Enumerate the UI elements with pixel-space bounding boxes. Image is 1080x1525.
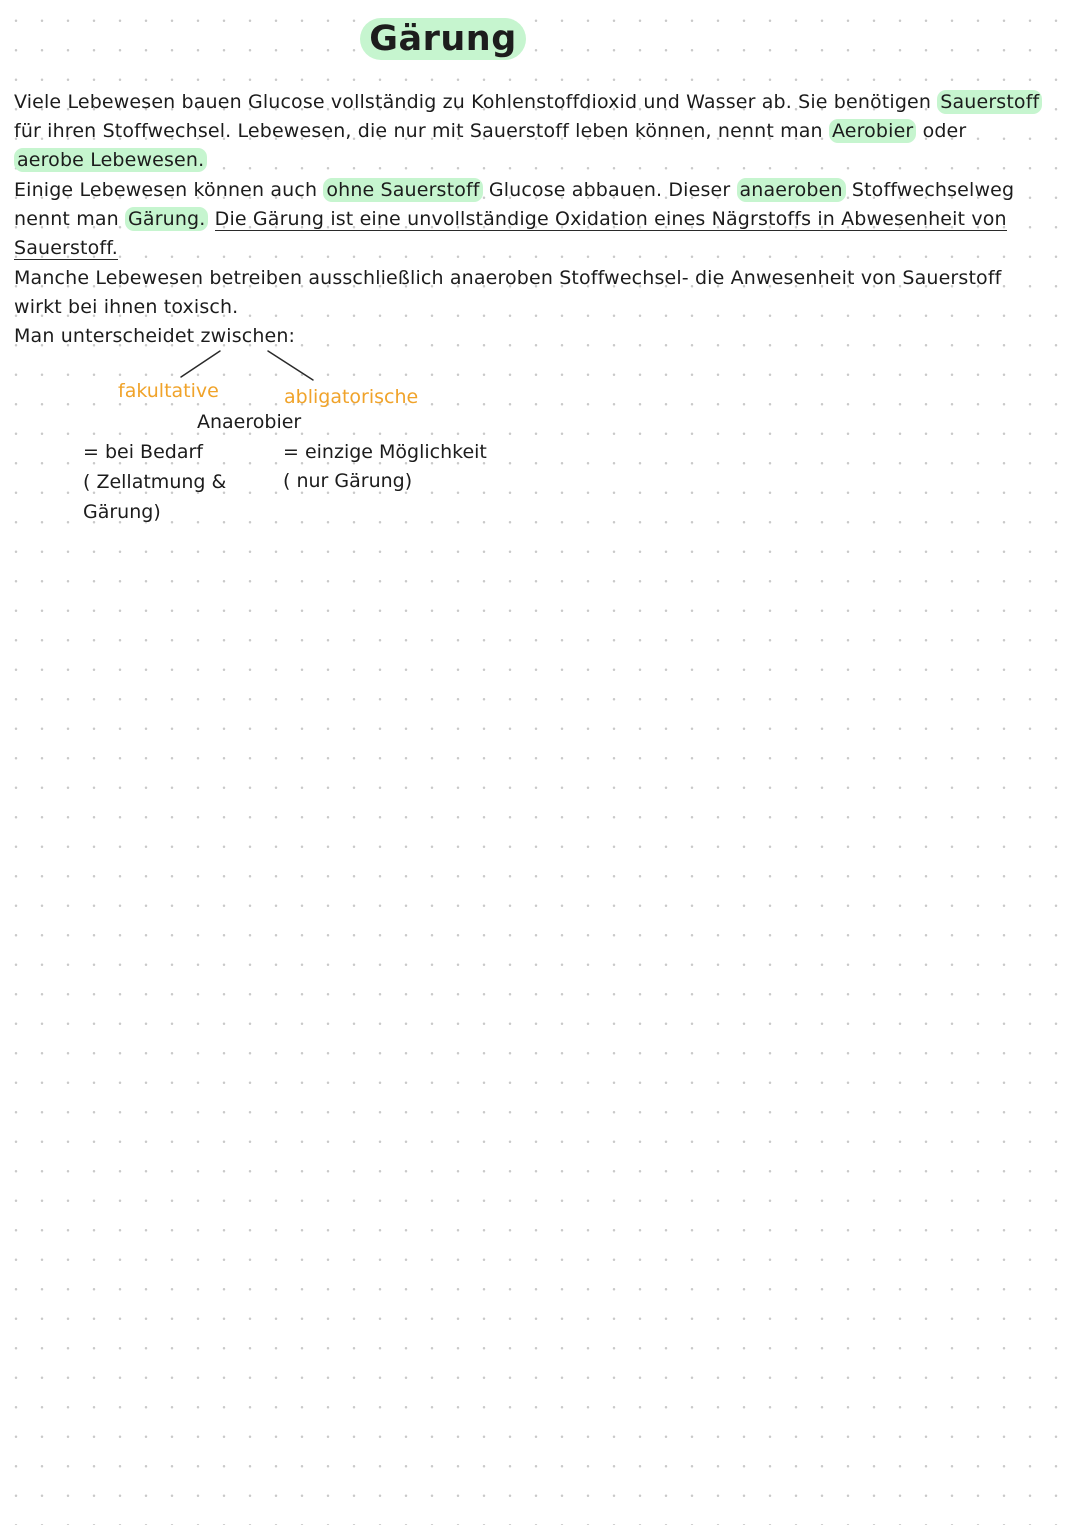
left-definition-3: Gärung) bbox=[83, 501, 161, 523]
left-definition-2: ( Zellatmung & bbox=[83, 471, 227, 493]
text-span: Stoffwechselweg bbox=[845, 179, 1015, 201]
text-span: nennt man bbox=[14, 208, 126, 230]
text-line-6 bbox=[14, 234, 118, 263]
text-line-8: wirkt bei ihnen toxisch. bbox=[14, 296, 239, 318]
underlined-definition-end: Sauerstoff. bbox=[14, 237, 118, 259]
text-line-4 bbox=[14, 176, 1014, 205]
left-definition-1: = bei Bedarf bbox=[83, 441, 203, 463]
right-branch-line bbox=[268, 351, 313, 380]
left-branch-line bbox=[181, 351, 220, 377]
text-span: Glucose abbauen. Dieser bbox=[482, 179, 737, 201]
text-span bbox=[208, 208, 214, 230]
text-line-3 bbox=[14, 146, 207, 175]
right-definition-2: ( nur Gärung) bbox=[283, 470, 413, 492]
underlined-definition: Die Gärung ist eine unvollständige Oxidation eines Nägrstoffs in Abwesenheit von bbox=[214, 208, 1007, 230]
page-title: Gärung bbox=[360, 18, 526, 60]
text-span: Viele Lebewesen bauen Glucose vollständig zu Kohlenstoffdioxid und Wasser ab. Sie benötigen bbox=[14, 91, 938, 113]
right-definition-1: = einzige Möglichkeit bbox=[283, 441, 487, 463]
text-line-2 bbox=[14, 117, 966, 146]
text-span: Einige Lebewesen können auch bbox=[14, 179, 324, 201]
text-line-7: Manche Lebewesen betreiben ausschließlich anaeroben Stoffwechsel- die Anwesenheit von Sauerstoff bbox=[14, 267, 1002, 289]
highlight-anaeroben: anaeroben bbox=[737, 178, 846, 202]
text-span: oder bbox=[916, 120, 967, 142]
highlight-gaerung: Gärung. bbox=[125, 207, 208, 231]
highlight-aerobe-lebewesen: aerobe Lebewesen. bbox=[14, 148, 207, 172]
label-fakultative: fakultative bbox=[118, 380, 219, 402]
text-line-1 bbox=[14, 88, 1042, 117]
label-abligatorische: abligatorische bbox=[284, 386, 419, 408]
text-line-5 bbox=[14, 205, 1007, 234]
label-anaerobier: Anaerobier bbox=[197, 411, 302, 433]
highlight-ohne-sauerstoff: ohne Sauerstoff bbox=[323, 178, 482, 202]
text-line-9: Man unterscheidet zwischen: bbox=[14, 325, 296, 347]
highlight-aerobier: Aerobier bbox=[829, 119, 916, 143]
highlight-sauerstoff: Sauerstoff bbox=[937, 90, 1042, 114]
text-span: für ihren Stoffwechsel. Lebewesen, die nur mit Sauerstoff leben können, nennt man bbox=[14, 120, 829, 142]
